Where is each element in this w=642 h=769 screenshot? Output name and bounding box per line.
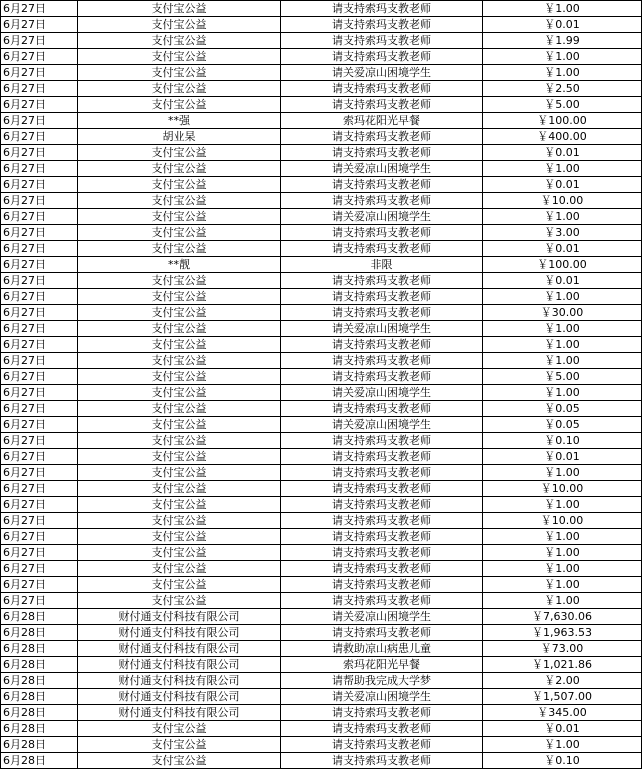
project-cell: 请支持索玛支教老师 bbox=[281, 593, 483, 609]
amount-cell: ￥1.00 bbox=[483, 577, 642, 593]
date-cell: 6月28日 bbox=[1, 657, 78, 673]
amount-cell: ￥100.00 bbox=[483, 257, 642, 273]
amount-cell: ￥1.00 bbox=[483, 353, 642, 369]
date-cell: 6月27日 bbox=[1, 497, 78, 513]
amount-cell: ￥1.00 bbox=[483, 497, 642, 513]
table-row bbox=[1, 273, 642, 289]
date-cell: 6月27日 bbox=[1, 529, 78, 545]
date-cell: 6月27日 bbox=[1, 561, 78, 577]
table-row bbox=[1, 385, 642, 401]
donor-cell: 支付宝公益 bbox=[78, 225, 281, 241]
date-cell: 6月27日 bbox=[1, 353, 78, 369]
date-cell: 6月27日 bbox=[1, 577, 78, 593]
table-row bbox=[1, 369, 642, 385]
table-row bbox=[1, 161, 642, 177]
date-cell: 6月28日 bbox=[1, 641, 78, 657]
date-cell: 6月27日 bbox=[1, 113, 78, 129]
table-row bbox=[1, 321, 642, 337]
project-cell: 请帮助我完成大学梦 bbox=[281, 673, 483, 689]
amount-cell: ￥1.00 bbox=[483, 465, 642, 481]
table-row bbox=[1, 177, 642, 193]
date-cell: 6月27日 bbox=[1, 449, 78, 465]
donor-cell: 支付宝公益 bbox=[78, 433, 281, 449]
project-cell: 请关爱凉山困境学生 bbox=[281, 609, 483, 625]
donor-cell: 支付宝公益 bbox=[78, 465, 281, 481]
date-cell: 6月27日 bbox=[1, 481, 78, 497]
project-cell: 请支持索玛支教老师 bbox=[281, 193, 483, 209]
project-cell: 请支持索玛支教老师 bbox=[281, 705, 483, 721]
donor-cell: 支付宝公益 bbox=[78, 529, 281, 545]
donor-cell: 胡业杲 bbox=[78, 129, 281, 145]
project-cell: 请支持索玛支教老师 bbox=[281, 129, 483, 145]
donor-cell: 支付宝公益 bbox=[78, 385, 281, 401]
donor-cell: **靓 bbox=[78, 257, 281, 273]
donor-cell: 财付通支付科技有限公司 bbox=[78, 705, 281, 721]
amount-cell: ￥5.00 bbox=[483, 97, 642, 113]
project-cell: 请关爱凉山困境学生 bbox=[281, 65, 483, 81]
donation-table-body bbox=[1, 1, 642, 769]
amount-cell: ￥1,963.53 bbox=[483, 625, 642, 641]
table-row bbox=[1, 609, 642, 625]
date-cell: 6月27日 bbox=[1, 593, 78, 609]
amount-cell: ￥1.00 bbox=[483, 49, 642, 65]
project-cell: 请支持索玛支教老师 bbox=[281, 97, 483, 113]
date-cell: 6月27日 bbox=[1, 465, 78, 481]
project-cell: 请关爱凉山困境学生 bbox=[281, 161, 483, 177]
date-cell: 6月27日 bbox=[1, 177, 78, 193]
donor-cell: 支付宝公益 bbox=[78, 1, 281, 17]
amount-cell: ￥2.50 bbox=[483, 81, 642, 97]
date-cell: 6月27日 bbox=[1, 81, 78, 97]
donor-cell: 支付宝公益 bbox=[78, 513, 281, 529]
amount-cell: ￥1.00 bbox=[483, 593, 642, 609]
amount-cell: ￥73.00 bbox=[483, 641, 642, 657]
amount-cell: ￥345.00 bbox=[483, 705, 642, 721]
project-cell: 请支持索玛支教老师 bbox=[281, 625, 483, 641]
amount-cell: ￥0.01 bbox=[483, 241, 642, 257]
table-row bbox=[1, 737, 642, 753]
table-row bbox=[1, 641, 642, 657]
project-cell: 请支持索玛支教老师 bbox=[281, 81, 483, 97]
donor-cell: 支付宝公益 bbox=[78, 17, 281, 33]
amount-cell: ￥0.05 bbox=[483, 417, 642, 433]
table-row bbox=[1, 33, 642, 49]
table-row bbox=[1, 657, 642, 673]
table-row bbox=[1, 529, 642, 545]
project-cell: 请支持索玛支教老师 bbox=[281, 753, 483, 769]
project-cell: 请支持索玛支教老师 bbox=[281, 305, 483, 321]
project-cell: 请支持索玛支教老师 bbox=[281, 529, 483, 545]
table-row bbox=[1, 705, 642, 721]
amount-cell: ￥1.00 bbox=[483, 337, 642, 353]
date-cell: 6月27日 bbox=[1, 145, 78, 161]
amount-cell: ￥0.05 bbox=[483, 401, 642, 417]
donor-cell: 财付通支付科技有限公司 bbox=[78, 657, 281, 673]
project-cell: 请支持索玛支教老师 bbox=[281, 289, 483, 305]
date-cell: 6月27日 bbox=[1, 161, 78, 177]
project-cell: 请支持索玛支教老师 bbox=[281, 369, 483, 385]
donor-cell: 支付宝公益 bbox=[78, 97, 281, 113]
amount-cell: ￥0.01 bbox=[483, 17, 642, 33]
table-row bbox=[1, 209, 642, 225]
amount-cell: ￥1.00 bbox=[483, 529, 642, 545]
date-cell: 6月27日 bbox=[1, 305, 78, 321]
project-cell: 请支持索玛支教老师 bbox=[281, 721, 483, 737]
date-cell: 6月27日 bbox=[1, 193, 78, 209]
project-cell: 索玛花阳光早餐 bbox=[281, 657, 483, 673]
amount-cell: ￥1,507.00 bbox=[483, 689, 642, 705]
date-cell: 6月27日 bbox=[1, 33, 78, 49]
date-cell: 6月28日 bbox=[1, 609, 78, 625]
donor-cell: 支付宝公益 bbox=[78, 737, 281, 753]
project-cell: 请支持索玛支教老师 bbox=[281, 177, 483, 193]
donor-cell: 支付宝公益 bbox=[78, 273, 281, 289]
date-cell: 6月27日 bbox=[1, 129, 78, 145]
project-cell: 请支持索玛支教老师 bbox=[281, 337, 483, 353]
amount-cell: ￥100.00 bbox=[483, 113, 642, 129]
date-cell: 6月27日 bbox=[1, 401, 78, 417]
table-row bbox=[1, 561, 642, 577]
table-row bbox=[1, 257, 642, 273]
amount-cell: ￥30.00 bbox=[483, 305, 642, 321]
project-cell: 请支持索玛支教老师 bbox=[281, 449, 483, 465]
donor-cell: 支付宝公益 bbox=[78, 497, 281, 513]
amount-cell: ￥1.00 bbox=[483, 561, 642, 577]
table-row bbox=[1, 417, 642, 433]
amount-cell: ￥1.99 bbox=[483, 33, 642, 49]
date-cell: 6月28日 bbox=[1, 737, 78, 753]
project-cell: 请支持索玛支教老师 bbox=[281, 465, 483, 481]
table-row bbox=[1, 401, 642, 417]
donor-cell: 支付宝公益 bbox=[78, 545, 281, 561]
date-cell: 6月27日 bbox=[1, 49, 78, 65]
table-row bbox=[1, 449, 642, 465]
table-row bbox=[1, 625, 642, 641]
date-cell: 6月27日 bbox=[1, 433, 78, 449]
donor-cell: 支付宝公益 bbox=[78, 33, 281, 49]
project-cell: 请支持索玛支教老师 bbox=[281, 17, 483, 33]
amount-cell: ￥1.00 bbox=[483, 545, 642, 561]
amount-cell: ￥10.00 bbox=[483, 481, 642, 497]
amount-cell: ￥0.10 bbox=[483, 753, 642, 769]
amount-cell: ￥1.00 bbox=[483, 737, 642, 753]
donor-cell: 支付宝公益 bbox=[78, 193, 281, 209]
donor-cell: 支付宝公益 bbox=[78, 593, 281, 609]
table-row bbox=[1, 305, 642, 321]
date-cell: 6月27日 bbox=[1, 257, 78, 273]
date-cell: 6月28日 bbox=[1, 753, 78, 769]
date-cell: 6月27日 bbox=[1, 417, 78, 433]
table-row bbox=[1, 289, 642, 305]
table-row bbox=[1, 433, 642, 449]
table-row bbox=[1, 49, 642, 65]
amount-cell: ￥10.00 bbox=[483, 513, 642, 529]
date-cell: 6月27日 bbox=[1, 209, 78, 225]
table-row bbox=[1, 545, 642, 561]
amount-cell: ￥0.01 bbox=[483, 145, 642, 161]
donor-cell: 支付宝公益 bbox=[78, 49, 281, 65]
amount-cell: ￥5.00 bbox=[483, 369, 642, 385]
amount-cell: ￥0.01 bbox=[483, 449, 642, 465]
table-row bbox=[1, 129, 642, 145]
donor-cell: 财付通支付科技有限公司 bbox=[78, 609, 281, 625]
project-cell: 请支持索玛支教老师 bbox=[281, 513, 483, 529]
table-row bbox=[1, 113, 642, 129]
donor-cell: 支付宝公益 bbox=[78, 449, 281, 465]
project-cell: 请支持索玛支教老师 bbox=[281, 49, 483, 65]
amount-cell: ￥1.00 bbox=[483, 1, 642, 17]
date-cell: 6月27日 bbox=[1, 65, 78, 81]
project-cell: 请支持索玛支教老师 bbox=[281, 401, 483, 417]
donor-cell: 支付宝公益 bbox=[78, 177, 281, 193]
date-cell: 6月28日 bbox=[1, 673, 78, 689]
date-cell: 6月28日 bbox=[1, 721, 78, 737]
donor-cell: 支付宝公益 bbox=[78, 721, 281, 737]
project-cell: 请关爱凉山困境学生 bbox=[281, 209, 483, 225]
date-cell: 6月27日 bbox=[1, 545, 78, 561]
amount-cell: ￥2.00 bbox=[483, 673, 642, 689]
date-cell: 6月27日 bbox=[1, 1, 78, 17]
project-cell: 请支持索玛支教老师 bbox=[281, 241, 483, 257]
table-row bbox=[1, 337, 642, 353]
date-cell: 6月27日 bbox=[1, 337, 78, 353]
amount-cell: ￥1.00 bbox=[483, 321, 642, 337]
table-row bbox=[1, 241, 642, 257]
project-cell: 请支持索玛支教老师 bbox=[281, 481, 483, 497]
table-row bbox=[1, 1, 642, 17]
table-row bbox=[1, 193, 642, 209]
donor-cell: 支付宝公益 bbox=[78, 209, 281, 225]
table-row bbox=[1, 481, 642, 497]
donor-cell: 支付宝公益 bbox=[78, 65, 281, 81]
date-cell: 6月27日 bbox=[1, 225, 78, 241]
amount-cell: ￥1.00 bbox=[483, 161, 642, 177]
amount-cell: ￥1.00 bbox=[483, 209, 642, 225]
table-row bbox=[1, 465, 642, 481]
donor-cell: 支付宝公益 bbox=[78, 353, 281, 369]
donor-cell: 支付宝公益 bbox=[78, 321, 281, 337]
table-row bbox=[1, 721, 642, 737]
date-cell: 6月27日 bbox=[1, 273, 78, 289]
table-row bbox=[1, 673, 642, 689]
amount-cell: ￥0.01 bbox=[483, 177, 642, 193]
project-cell: 请关爱凉山困境学生 bbox=[281, 417, 483, 433]
donor-cell: 支付宝公益 bbox=[78, 417, 281, 433]
table-row bbox=[1, 353, 642, 369]
project-cell: 请支持索玛支教老师 bbox=[281, 33, 483, 49]
amount-cell: ￥1.00 bbox=[483, 289, 642, 305]
date-cell: 6月28日 bbox=[1, 705, 78, 721]
table-row bbox=[1, 17, 642, 33]
date-cell: 6月28日 bbox=[1, 689, 78, 705]
date-cell: 6月27日 bbox=[1, 241, 78, 257]
project-cell: 请支持索玛支教老师 bbox=[281, 561, 483, 577]
project-cell: 请支持索玛支教老师 bbox=[281, 145, 483, 161]
date-cell: 6月27日 bbox=[1, 369, 78, 385]
donor-cell: 支付宝公益 bbox=[78, 161, 281, 177]
table-row bbox=[1, 513, 642, 529]
project-cell: 请支持索玛支教老师 bbox=[281, 273, 483, 289]
donor-cell: 支付宝公益 bbox=[78, 561, 281, 577]
project-cell: 请支持索玛支教老师 bbox=[281, 433, 483, 449]
amount-cell: ￥10.00 bbox=[483, 193, 642, 209]
donor-cell: 支付宝公益 bbox=[78, 753, 281, 769]
table-row bbox=[1, 65, 642, 81]
donor-cell: **强 bbox=[78, 113, 281, 129]
amount-cell: ￥400.00 bbox=[483, 129, 642, 145]
project-cell: 请救助凉山病患儿童 bbox=[281, 641, 483, 657]
table-row bbox=[1, 497, 642, 513]
amount-cell: ￥1,021.86 bbox=[483, 657, 642, 673]
project-cell: 请支持索玛支教老师 bbox=[281, 353, 483, 369]
date-cell: 6月27日 bbox=[1, 321, 78, 337]
amount-cell: ￥0.10 bbox=[483, 433, 642, 449]
amount-cell: ￥3.00 bbox=[483, 225, 642, 241]
project-cell: 请支持索玛支教老师 bbox=[281, 497, 483, 513]
date-cell: 6月28日 bbox=[1, 625, 78, 641]
amount-cell: ￥7,630.06 bbox=[483, 609, 642, 625]
table-row bbox=[1, 689, 642, 705]
date-cell: 6月27日 bbox=[1, 97, 78, 113]
table-row bbox=[1, 97, 642, 113]
table-row bbox=[1, 753, 642, 769]
project-cell: 请支持索玛支教老师 bbox=[281, 577, 483, 593]
table-row bbox=[1, 145, 642, 161]
table-row bbox=[1, 593, 642, 609]
project-cell: 请支持索玛支教老师 bbox=[281, 1, 483, 17]
project-cell: 请支持索玛支教老师 bbox=[281, 225, 483, 241]
amount-cell: ￥1.00 bbox=[483, 385, 642, 401]
donor-cell: 支付宝公益 bbox=[78, 369, 281, 385]
date-cell: 6月27日 bbox=[1, 17, 78, 33]
donor-cell: 支付宝公益 bbox=[78, 81, 281, 97]
project-cell: 请关爱凉山困境学生 bbox=[281, 321, 483, 337]
date-cell: 6月27日 bbox=[1, 385, 78, 401]
donor-cell: 支付宝公益 bbox=[78, 145, 281, 161]
donor-cell: 支付宝公益 bbox=[78, 337, 281, 353]
donor-cell: 支付宝公益 bbox=[78, 289, 281, 305]
project-cell: 请支持索玛支教老师 bbox=[281, 545, 483, 561]
donor-cell: 财付通支付科技有限公司 bbox=[78, 673, 281, 689]
date-cell: 6月27日 bbox=[1, 513, 78, 529]
donor-cell: 财付通支付科技有限公司 bbox=[78, 689, 281, 705]
donor-cell: 支付宝公益 bbox=[78, 241, 281, 257]
donor-cell: 财付通支付科技有限公司 bbox=[78, 641, 281, 657]
donor-cell: 财付通支付科技有限公司 bbox=[78, 625, 281, 641]
amount-cell: ￥0.01 bbox=[483, 721, 642, 737]
donor-cell: 支付宝公益 bbox=[78, 481, 281, 497]
donor-cell: 支付宝公益 bbox=[78, 577, 281, 593]
donor-cell: 支付宝公益 bbox=[78, 305, 281, 321]
project-cell: 请关爱凉山困境学生 bbox=[281, 385, 483, 401]
amount-cell: ￥0.01 bbox=[483, 273, 642, 289]
project-cell: 索玛花阳光早餐 bbox=[281, 113, 483, 129]
donor-cell: 支付宝公益 bbox=[78, 401, 281, 417]
date-cell: 6月27日 bbox=[1, 289, 78, 305]
project-cell: 非限 bbox=[281, 257, 483, 273]
project-cell: 请关爱凉山困境学生 bbox=[281, 689, 483, 705]
table-row bbox=[1, 225, 642, 241]
table-row bbox=[1, 81, 642, 97]
table-row bbox=[1, 577, 642, 593]
amount-cell: ￥1.00 bbox=[483, 65, 642, 81]
project-cell: 请支持索玛支教老师 bbox=[281, 737, 483, 753]
